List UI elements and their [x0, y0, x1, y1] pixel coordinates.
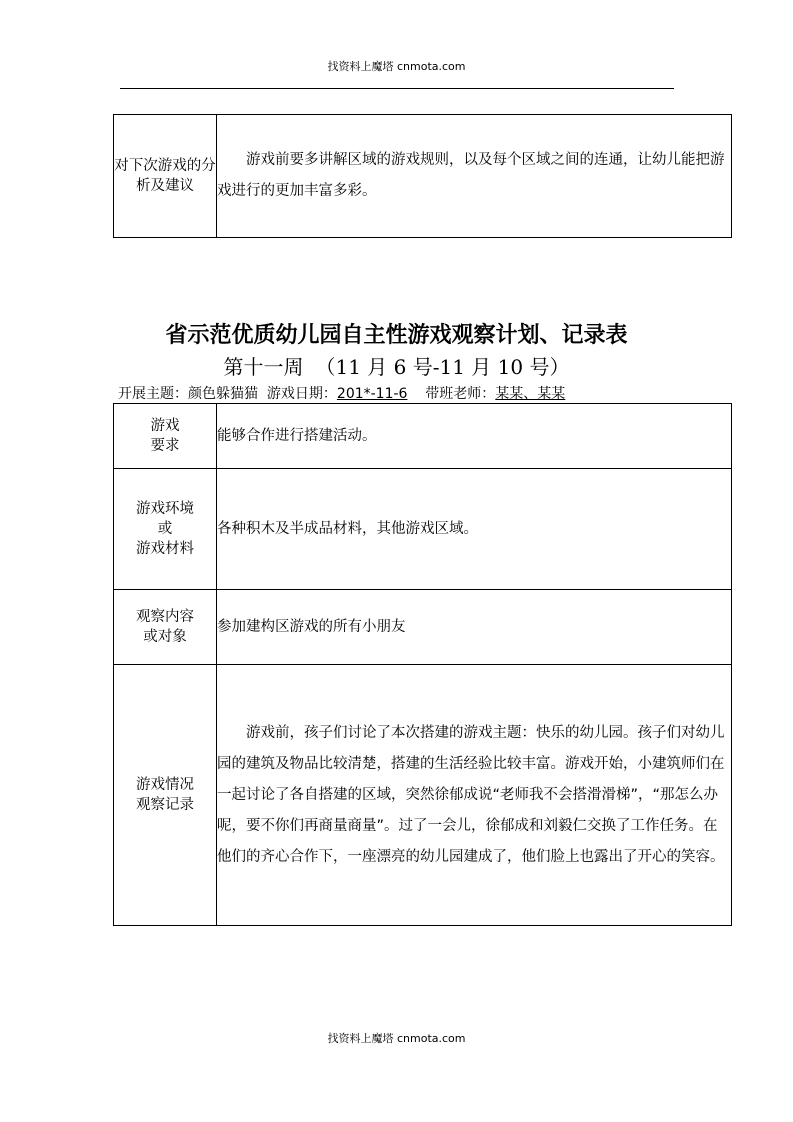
analysis-label: 对下次游戏的分析及建议 — [114, 115, 217, 238]
form-title: 省示范优质幼儿园自主性游戏观察计划、记录表 — [165, 322, 628, 348]
label-line: 游戏环境 — [136, 501, 194, 517]
observation-table — [113, 403, 732, 926]
date-value: 201*-11-6 — [336, 386, 408, 402]
record-text: 游戏前，孩子们讨论了本次搭建的游戏主题：快乐的幼儿园。孩子们对幼儿园的建筑及物品比较清楚，搭建的生活经验比较丰富。游戏开始，小建筑师们在一起讨论了各自搭建的区域，突然徐郁成说“老师我不会搭滑滑梯”，“那怎么办呢，要不你们再商量商量”。过了一会儿，徐郁成和刘毅仁交换了工作任务。在他们的齐心合作下，一座漂亮的幼儿园建成了，他们脸上也露出了开心的笑容。 — [217, 724, 725, 865]
week-label: 第十一周 — [223, 355, 304, 379]
requirement-cell: 能够合作进行搭建活动。 — [217, 404, 732, 469]
teacher-value: 某某、某某 — [495, 386, 566, 402]
form-subtitle — [0, 351, 793, 380]
label-line: 游戏 — [150, 418, 180, 434]
theme-value: 颜色躲猫猫 — [188, 386, 258, 402]
date-range: （11 月 6 号-11 月 10 号） — [315, 355, 570, 379]
page-header: 找资料上魔塔 cnmota.com — [327, 60, 466, 73]
record-cell — [217, 665, 732, 926]
label-line: 观察记录 — [136, 797, 194, 813]
date-label: 游戏日期： — [266, 386, 337, 402]
analysis-cell — [217, 115, 732, 238]
materials-cell: 各种积木及半成品材料，其他游戏区域。 — [217, 469, 732, 590]
previous-table — [113, 114, 732, 238]
label-line: 游戏情况 — [136, 777, 194, 793]
row-label — [114, 665, 217, 926]
teacher-label: 带班老师： — [425, 386, 496, 402]
header-rule — [120, 88, 674, 89]
label-line: 要求 — [150, 438, 180, 454]
label-line: 游戏材料 — [136, 541, 194, 557]
row-label — [114, 469, 217, 590]
label-line: 或对象 — [143, 629, 187, 645]
theme-label: 开展主题： — [118, 386, 188, 402]
label-line: 或 — [157, 521, 173, 537]
analysis-text: 游戏前要多讲解区域的游戏规则，以及每个区域之间的连通，让幼儿能把游戏进行的更加丰富多彩。 — [217, 152, 725, 199]
row-label — [114, 590, 217, 665]
form-meta — [118, 383, 565, 403]
row-label — [114, 404, 217, 469]
target-cell: 参加建构区游戏的所有小朋友 — [217, 590, 732, 665]
label-line: 观察内容 — [136, 609, 194, 625]
page-footer: 找资料上魔塔 cnmota.com — [327, 1032, 466, 1045]
